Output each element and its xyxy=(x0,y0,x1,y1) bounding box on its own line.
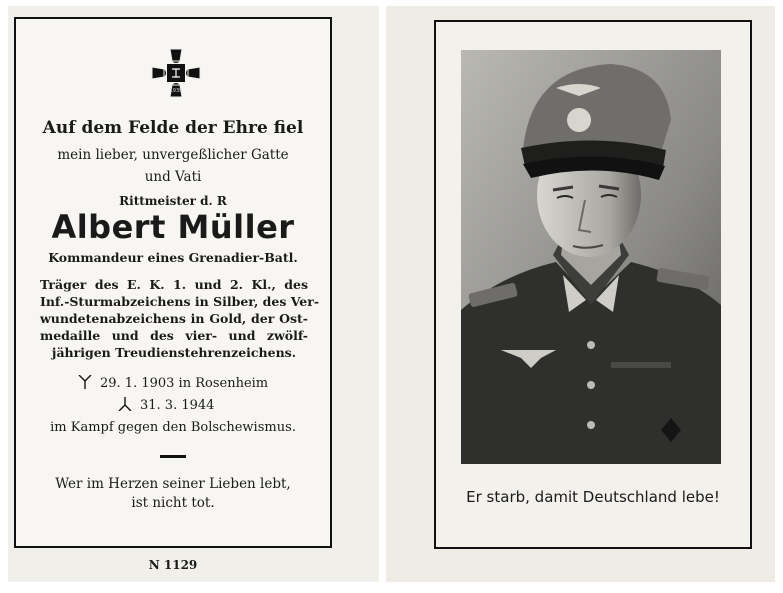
dedication-line-2: und Vati xyxy=(144,169,202,185)
iron-cross-icon xyxy=(150,47,202,99)
motto-line-2: ist nicht tot. xyxy=(131,495,215,511)
death-rune-icon xyxy=(118,397,132,411)
awards-line: Inf.-Sturmabzeichens in Silber, des Ver- xyxy=(40,294,320,309)
portrait-photo xyxy=(461,50,721,464)
awards-line: medaille und des vier- und zwölf- xyxy=(40,328,308,343)
card-number: N 1129 xyxy=(148,558,198,572)
awards-paragraph xyxy=(40,276,320,361)
death-date: 31. 3. 1944 xyxy=(140,398,215,413)
headline: Auf dem Felde der Ehre fiel xyxy=(42,118,304,138)
portrait-caption: Er starb, damit Deutschland lebe! xyxy=(466,488,720,506)
cause-of-death: im Kampf gegen den Bolschewismus. xyxy=(50,420,296,435)
deceased-name: Albert Müller xyxy=(51,208,295,246)
death-line xyxy=(118,397,214,413)
officer-portrait-image xyxy=(461,50,721,464)
dedication-line-1: mein lieber, unvergeßlicher Gatte xyxy=(57,147,289,163)
cross-year: 1939 xyxy=(169,88,183,94)
awards-line: Träger des E. K. 1. und 2. Kl., des xyxy=(40,277,308,292)
birth-line xyxy=(78,375,268,391)
birth-date: 29. 1. 1903 in Rosenheim xyxy=(100,376,269,391)
rank: Rittmeister d. R xyxy=(119,194,227,208)
awards-line: jährigen Treudienstehrenzeichens. xyxy=(51,345,297,360)
divider xyxy=(160,455,186,458)
motto-line-1: Wer im Herzen seiner Lieben lebt, xyxy=(55,476,291,492)
awards-line: wundetenabzeichens in Gold, der Ost- xyxy=(40,311,308,326)
birth-rune-icon xyxy=(78,375,92,389)
command-title: Kommandeur eines Grenadier-Batl. xyxy=(48,250,298,265)
